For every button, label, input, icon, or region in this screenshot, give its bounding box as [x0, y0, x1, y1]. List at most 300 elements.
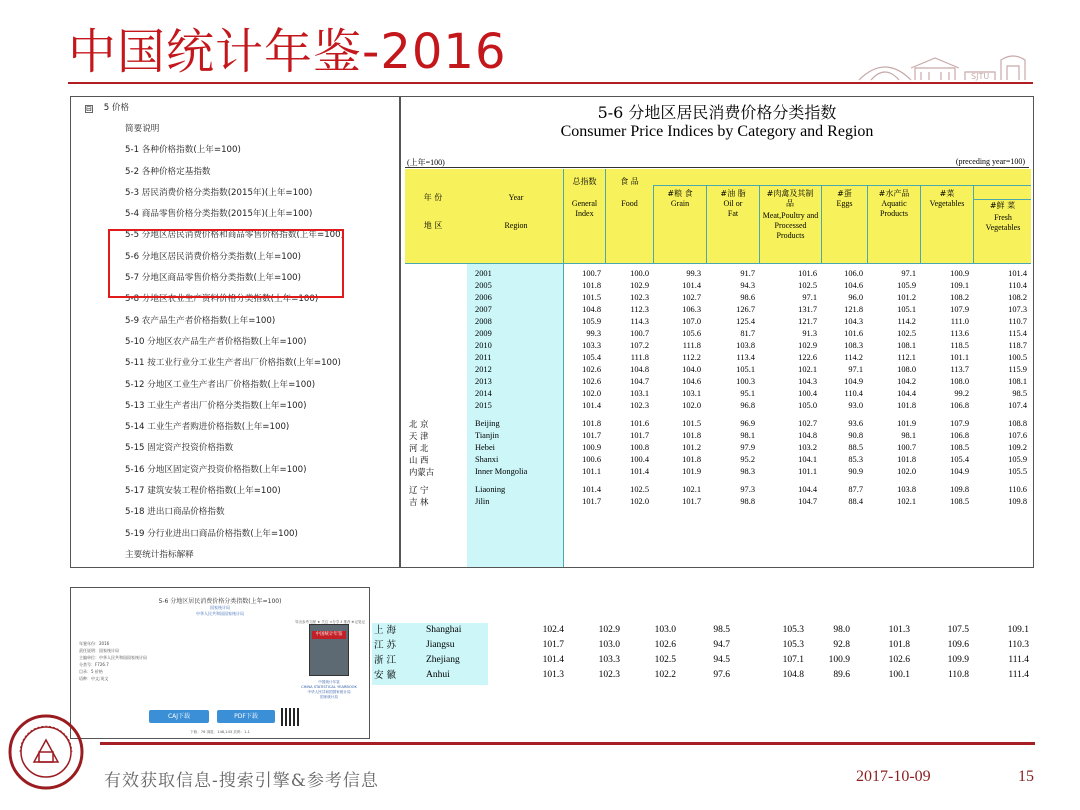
table-row — [401, 364, 1033, 376]
table-cell: 100.4 — [630, 455, 649, 464]
row-region-zh: 天 津 — [409, 431, 429, 441]
header-general-en: General Index — [571, 199, 598, 218]
table-cell: 102.3 — [630, 401, 649, 410]
table-cell: 102.3 — [630, 293, 649, 302]
header-veg-en: Vegetables — [929, 199, 965, 208]
table-cell: 101.8 — [682, 431, 701, 440]
table-cell: 104.8 — [798, 431, 817, 440]
table-cell: 110.8 — [947, 670, 969, 680]
table-cell: 102.6 — [654, 640, 676, 650]
book-cover-label: 中国统计年鉴 — [312, 631, 346, 639]
table-cell: 101.7 — [582, 431, 601, 440]
table-cell: 101.5 — [582, 293, 601, 302]
thumbnail-metadata — [79, 640, 147, 682]
row-label-en: 2010 — [475, 341, 492, 350]
table-cell: 105.4 — [950, 455, 969, 464]
table-cell: 101.8 — [897, 455, 916, 464]
catalog-item[interactable]: 5-14 工业生产者购进价格指数(上年=100) — [125, 422, 290, 433]
table-cell: 105.1 — [736, 365, 755, 374]
thumbnail-footer: 下载：76 浏览：148,143 页码：1-1 — [190, 730, 250, 734]
table-cell: 100.3 — [736, 377, 755, 386]
gridline — [973, 185, 974, 263]
row-label-en: Shanghai — [426, 625, 462, 635]
header-aquatic-en: Aquatic Products — [880, 199, 908, 218]
catalog-item[interactable]: 5-17 建筑安装工程价格指数(上年=100) — [125, 486, 281, 497]
table-cell: 101.7 — [682, 497, 701, 506]
table-cell: 91.3 — [802, 329, 817, 338]
table-cell: 103.0 — [598, 640, 620, 650]
table-cell: 102.9 — [598, 625, 620, 635]
table-cell: 97.1 — [901, 269, 916, 278]
header-grain-zh: #粮 食 — [667, 189, 693, 198]
table-cell: 107.6 — [1008, 431, 1027, 440]
catalog-item[interactable]: 简要说明 — [125, 124, 160, 134]
table-cell: 109.6 — [947, 640, 969, 650]
table-title-zh: 5-6 分地区居民消费价格分类指数 — [597, 103, 837, 122]
catalog-item[interactable]: 5-1 各种价格指数(上年=100) — [125, 145, 241, 156]
table-cell: 99.3 — [586, 329, 601, 338]
table-cell: 126.7 — [736, 305, 755, 314]
statistics-table-panel — [400, 96, 1034, 568]
table-cell: 112.1 — [897, 353, 916, 362]
row-label-en: 2001 — [475, 269, 492, 278]
table-cell: 102.1 — [798, 365, 817, 374]
table-cell: 102.0 — [682, 401, 701, 410]
table-cell: 109.1 — [1007, 625, 1029, 635]
book-caption-line: 国家统计局 — [320, 695, 338, 699]
table-cell: 108.2 — [1008, 293, 1027, 302]
row-label-en: 2007 — [475, 305, 492, 314]
table-cell: 97.3 — [740, 485, 755, 494]
table-cell: 96.0 — [848, 293, 863, 302]
table-cell: 81.7 — [740, 329, 755, 338]
table-cell: 103.1 — [682, 389, 701, 398]
table-cell: 98.1 — [901, 431, 916, 440]
table-cell: 93.0 — [848, 401, 863, 410]
pdf-download-button[interactable]: PDF下载 — [217, 710, 275, 723]
row-label-en: Tianjin — [475, 431, 499, 440]
table-cell: 104.1 — [798, 455, 817, 464]
table-row — [372, 668, 1037, 683]
table-cell: 102.7 — [682, 293, 701, 302]
table-cell: 110.7 — [1008, 317, 1027, 326]
table-cell: 95.2 — [740, 455, 755, 464]
header-eggs-en: Eggs — [836, 199, 853, 208]
table-cell: 107.9 — [950, 419, 969, 428]
table-cell: 125.4 — [736, 317, 755, 326]
table-row — [372, 653, 1037, 668]
table-cell: 101.2 — [897, 293, 916, 302]
table-cell: 102.2 — [654, 670, 676, 680]
catalog-item-5-7[interactable]: 5-7 分地区商品零售价格分类指数(上年=100) — [125, 273, 301, 284]
row-label-en: Zhejiang — [426, 655, 460, 665]
table-cell: 101.4 — [542, 655, 564, 665]
table-cell: 110.4 — [1008, 281, 1027, 290]
table-cell: 102.0 — [630, 497, 649, 506]
table-cell: 110.3 — [1007, 640, 1029, 650]
table-row — [401, 268, 1033, 280]
table-cell: 131.7 — [798, 305, 817, 314]
table-cell: 97.9 — [740, 443, 755, 452]
gridline — [973, 199, 1031, 200]
row-region-zh: 山 西 — [409, 455, 429, 465]
table-cell: 94.5 — [713, 655, 730, 665]
table-cell: 108.5 — [950, 497, 969, 506]
table-cell: 101.8 — [582, 281, 601, 290]
header-aquatic-zh: #水产品 — [878, 189, 910, 198]
table-cell: 108.0 — [897, 365, 916, 374]
catalog-root-label: 5 价格 — [103, 103, 130, 113]
catalog-item[interactable]: 5-19 分行业进出口商品价格指数(上年=100) — [125, 528, 298, 539]
table-cell: 98.8 — [740, 497, 755, 506]
table-row — [372, 623, 1037, 638]
table-cell: 105.9 — [582, 317, 601, 326]
table-row — [401, 484, 1033, 496]
meta-line: 语种：中文;英文 — [79, 676, 109, 681]
table-cell: 111.8 — [630, 353, 649, 362]
table-cell: 106.8 — [950, 401, 969, 410]
table-cell: 111.4 — [1008, 655, 1029, 665]
row-label-en: 2005 — [475, 281, 492, 290]
row-label-en: Shanxi — [475, 455, 499, 464]
table-cell: 103.1 — [630, 389, 649, 398]
table-cell: 104.9 — [950, 467, 969, 476]
book-caption — [291, 680, 367, 700]
table-cell: 98.5 — [1012, 389, 1027, 398]
row-region-zh: 浙 江 — [374, 655, 397, 666]
header-year-en: Year — [508, 193, 524, 202]
book-caption-line: 中华人民共和国国家统计局 — [307, 690, 351, 694]
table-cell: 101.5 — [682, 419, 701, 428]
table-row — [401, 280, 1033, 292]
table-cell: 101.4 — [682, 281, 701, 290]
table-cell: 100.4 — [798, 389, 817, 398]
table-cell: 97.1 — [848, 365, 863, 374]
catalog-item[interactable]: 5-18 进出口商品价格指数 — [125, 507, 225, 518]
table-cell: 115.9 — [1008, 365, 1027, 374]
catalog-root-node[interactable] — [85, 101, 129, 113]
table-row — [401, 304, 1033, 316]
meta-line: 目录：5 价格 — [79, 669, 103, 674]
table-cell: 114.3 — [630, 317, 649, 326]
table-cell: 118.5 — [950, 341, 969, 350]
table-cell: 88.5 — [848, 443, 863, 452]
catalog-item[interactable]: 5-12 分地区工业生产者出厂价格指数(上年=100) — [125, 379, 316, 390]
table-cell: 102.6 — [888, 655, 910, 665]
header-fresh-zh: #鲜 菜 — [989, 201, 1016, 210]
header-grain-en: Grain — [670, 199, 690, 208]
catalog-item[interactable]: 5-9 农产品生产者价格指数(上年=100) — [125, 315, 276, 326]
table-cell: 107.9 — [950, 305, 969, 314]
table-cell: 100.9 — [582, 443, 601, 452]
table-cell: 103.2 — [798, 443, 817, 452]
book-caption-line: 中国统计年鉴 — [318, 680, 340, 684]
table-cell: 113.4 — [736, 353, 755, 362]
svg-text:SJTU: SJTU — [971, 72, 990, 81]
table-cell: 104.8 — [630, 365, 649, 374]
table-row — [401, 418, 1033, 430]
table-cell: 96.9 — [740, 419, 755, 428]
gridline — [405, 263, 1031, 264]
catalog-item[interactable]: 5-15 固定资产投资价格指数 — [125, 443, 234, 454]
catalog-item[interactable]: 5-5 分地区居民消费价格和商品零售价格指数(上年=100) — [125, 230, 344, 241]
table-cell: 85.3 — [848, 455, 863, 464]
catalog-item-5-6[interactable]: 5-6 分地区居民消费价格分类指数(上年=100) — [125, 251, 301, 262]
table-cell: 102.0 — [897, 467, 916, 476]
table-cell: 102.1 — [682, 485, 701, 494]
table-cell: 105.0 — [798, 401, 817, 410]
table-cell: 102.3 — [598, 670, 620, 680]
table-cell: 111.8 — [682, 341, 701, 350]
gridline — [653, 185, 1031, 186]
table-cell: 105.9 — [1008, 455, 1027, 464]
table-cell: 102.9 — [630, 281, 649, 290]
row-label-en: Jilin — [475, 497, 490, 506]
table-cell: 99.3 — [686, 269, 701, 278]
table-cell: 101.7 — [630, 431, 649, 440]
table-cell: 98.5 — [713, 625, 730, 635]
header-food-en: Food — [621, 199, 638, 208]
table-cell: 106.0 — [844, 269, 863, 278]
table-row — [401, 442, 1033, 454]
table-cell: 104.7 — [630, 377, 649, 386]
catalog-item[interactable]: 5-10 分地区农产品生产者价格指数(上年=100) — [125, 336, 307, 347]
row-region-zh: 河 北 — [409, 443, 429, 453]
table-cell: 104.3 — [844, 317, 863, 326]
table-cell: 102.1 — [897, 497, 916, 506]
table-cell: 101.8 — [682, 455, 701, 464]
table-cell: 107.2 — [630, 341, 649, 350]
row-label-en: 2008 — [475, 317, 492, 326]
table-cell: 90.8 — [848, 431, 863, 440]
university-building-logo-icon — [855, 52, 1035, 82]
table-cell: 111.4 — [1008, 670, 1029, 680]
table-cell: 103.0 — [654, 625, 676, 635]
table-row — [401, 316, 1033, 328]
table-cell: 101.8 — [888, 640, 910, 650]
table-cell: 109.8 — [1008, 497, 1027, 506]
row-label-en: Liaoning — [475, 485, 506, 494]
row-label-en: 2014 — [475, 389, 492, 398]
table-cell: 105.3 — [782, 625, 804, 635]
table-cell: 114.2 — [897, 317, 916, 326]
book-caption-line: CHINA STATISTICAL YEARBOOK — [301, 685, 357, 689]
catalog-item[interactable]: 5-8 分地区农业生产资料价格分类指数(上年=100) — [125, 294, 319, 305]
row-label-en: Hebei — [475, 443, 495, 452]
table-cell: 99.2 — [954, 389, 969, 398]
footer-topic: 有效获取信息-搜索引擎&参考信息 — [104, 771, 379, 791]
table-cell: 107.3 — [1008, 305, 1027, 314]
table-cell: 87.7 — [848, 485, 863, 494]
meta-line: 主编单位：中华人民共和国国家统计局 — [79, 655, 147, 660]
table-cell: 122.6 — [798, 353, 817, 362]
caj-download-button[interactable]: CAJ下载 — [149, 710, 209, 723]
catalog-item[interactable]: 5-16 分地区固定资产投资价格指数(上年=100) — [125, 464, 307, 475]
table-cell: 100.7 — [582, 269, 601, 278]
catalog-item[interactable]: 主要统计指标解释 — [125, 549, 194, 560]
table-cell: 100.7 — [630, 329, 649, 338]
table-cell: 100.9 — [950, 269, 969, 278]
table-cell: 108.5 — [950, 443, 969, 452]
table-row — [401, 328, 1033, 340]
table-cell: 101.6 — [844, 329, 863, 338]
meta-line: 分类号：F726.7 — [79, 662, 109, 667]
table-cell: 94.7 — [713, 640, 730, 650]
table-title-en: Consumer Price Indices by Category and Region — [560, 123, 874, 140]
row-label-en: 2015 — [475, 401, 492, 410]
header-general-zh: 总指数 — [572, 177, 597, 186]
table-row — [401, 388, 1033, 400]
table-cell: 112.2 — [682, 353, 701, 362]
row-label-en: Jiangsu — [426, 640, 455, 650]
table-cell: 101.7 — [542, 640, 564, 650]
table-cell: 105.5 — [1008, 467, 1027, 476]
thumbnail-subtitle-2: 中华人民共和国国家统计局 — [196, 611, 244, 616]
table-cell: 104.9 — [844, 377, 863, 386]
table-cell: 101.7 — [582, 497, 601, 506]
table-cell: 107.4 — [1008, 401, 1027, 410]
table-cell: 104.0 — [682, 365, 701, 374]
table-cell: 105.3 — [782, 640, 804, 650]
table-cell: 101.8 — [897, 401, 916, 410]
table-cell: 101.4 — [1008, 269, 1027, 278]
meta-line: 责任说明：国家统计局 — [79, 648, 119, 653]
header-meat-en: Meat,Poultry and Processed Products — [762, 211, 819, 240]
row-label-en: Beijing — [475, 419, 500, 428]
table-cell: 88.4 — [848, 497, 863, 506]
catalog-item[interactable]: 5-4 商品零售价格分类指数(2015年)(上年=100) — [125, 209, 313, 220]
catalog-item[interactable]: 5-11 按工业行业分工业生产者出厂价格指数(上年=100) — [125, 358, 341, 369]
unit-note-en: (preceding year=100) — [955, 157, 1025, 166]
qr-code-icon — [281, 708, 299, 726]
table-row — [401, 400, 1033, 412]
table-cell: 106.8 — [950, 431, 969, 440]
row-region-zh: 吉 林 — [409, 497, 429, 507]
header-region-en: Region — [504, 221, 528, 230]
header-eggs-zh: #蛋 — [837, 189, 852, 198]
table-cell: 108.0 — [950, 377, 969, 386]
table-cell: 98.0 — [833, 625, 850, 635]
header-year-zh: 年 份 — [423, 193, 443, 202]
table-cell: 111.0 — [950, 317, 969, 326]
row-label-en: 2011 — [475, 353, 492, 362]
table-cell: 121.8 — [844, 305, 863, 314]
header-top-rule — [405, 167, 1029, 168]
table-cell: 103.8 — [736, 341, 755, 350]
book-cover — [309, 624, 349, 676]
collapse-toggle-icon[interactable]: ⊟ — [86, 105, 92, 113]
header-region-zh: 地 区 — [423, 221, 443, 230]
table-cell: 101.8 — [582, 419, 601, 428]
table-cell: 107.1 — [782, 655, 804, 665]
table-cell: 90.9 — [848, 467, 863, 476]
table-cell: 102.6 — [582, 365, 601, 374]
table-cell: 102.5 — [798, 281, 817, 290]
table-cell: 106.3 — [682, 305, 701, 314]
row-label-en: 2012 — [475, 365, 492, 374]
table-cell: 101.1 — [582, 467, 601, 476]
table-cell: 104.8 — [782, 670, 804, 680]
header-meat-zh: #肉禽及其制品 — [766, 189, 814, 208]
row-label-en: 2013 — [475, 377, 492, 386]
table-cell: 104.3 — [798, 377, 817, 386]
table-cell: 102.6 — [582, 377, 601, 386]
row-region-zh: 北 京 — [409, 419, 429, 429]
unit-note-zh: (上年=100) — [407, 158, 445, 167]
table-cell: 104.8 — [582, 305, 601, 314]
header-fresh-en: Fresh Vegetables — [985, 213, 1021, 232]
table-cell: 102.9 — [798, 341, 817, 350]
table-cell: 102.0 — [582, 389, 601, 398]
table-cell: 121.7 — [798, 317, 817, 326]
table-cell: 102.5 — [630, 485, 649, 494]
row-region-zh: 安 徽 — [374, 670, 397, 681]
table-cell: 93.6 — [848, 419, 863, 428]
table-cell: 97.1 — [802, 293, 817, 302]
continuation-table — [372, 623, 1037, 685]
table-cell: 105.4 — [582, 353, 601, 362]
table-cell: 104.6 — [682, 377, 701, 386]
slide-title: 中国统计年鉴-2016 — [68, 24, 507, 80]
table-cell: 101.1 — [950, 353, 969, 362]
table-cell: 101.4 — [630, 467, 649, 476]
catalog-item[interactable]: 5-2 各种价格定基指数 — [125, 166, 211, 177]
source-page-thumbnail[interactable] — [70, 587, 370, 739]
highlight-box — [108, 229, 344, 298]
table-cell: 113.7 — [950, 365, 969, 374]
row-label-en: Anhui — [426, 670, 450, 680]
footer-rule — [100, 742, 1035, 745]
table-cell: 108.1 — [897, 341, 916, 350]
meta-line: 年鉴年份：2016 — [79, 641, 110, 646]
table-cell: 97.6 — [713, 670, 730, 680]
table-cell: 92.8 — [833, 640, 850, 650]
table-cell: 110.6 — [1008, 485, 1027, 494]
table-row — [372, 638, 1037, 653]
table-cell: 101.4 — [582, 485, 601, 494]
university-seal-icon — [6, 712, 86, 792]
table-row — [401, 376, 1033, 388]
table-row — [401, 454, 1033, 466]
header-veg-zh: #菜 — [939, 189, 955, 198]
table-row — [401, 292, 1033, 304]
row-region-zh: 内蒙古 — [409, 467, 435, 477]
table-cell: 96.8 — [740, 401, 755, 410]
table-cell: 101.3 — [888, 625, 910, 635]
table-cell: 104.4 — [798, 485, 817, 494]
table-cell: 100.0 — [630, 269, 649, 278]
row-region-zh: 江 苏 — [374, 640, 397, 651]
table-cell: 104.7 — [798, 497, 817, 506]
catalog-item[interactable]: 5-13 工业生产者出厂价格分类指数(上年=100) — [125, 400, 307, 411]
catalog-tree — [70, 96, 400, 568]
table-cell: 100.5 — [1008, 353, 1027, 362]
table-cell: 100.9 — [828, 655, 850, 665]
table-cell: 109.9 — [947, 655, 969, 665]
table-cell: 101.4 — [582, 401, 601, 410]
table-cell: 101.3 — [542, 670, 564, 680]
table-cell: 102.5 — [897, 329, 916, 338]
table-cell: 101.2 — [682, 443, 701, 452]
table-row — [401, 352, 1033, 364]
table-cell: 104.6 — [844, 281, 863, 290]
table-cell: 109.2 — [1008, 443, 1027, 452]
table-cell: 94.3 — [740, 281, 755, 290]
table-cell: 113.6 — [950, 329, 969, 338]
catalog-item[interactable]: 5-3 居民消费价格分类指数(2015年)(上年=100) — [125, 187, 313, 198]
table-cell: 103.3 — [582, 341, 601, 350]
table-row — [401, 496, 1033, 508]
